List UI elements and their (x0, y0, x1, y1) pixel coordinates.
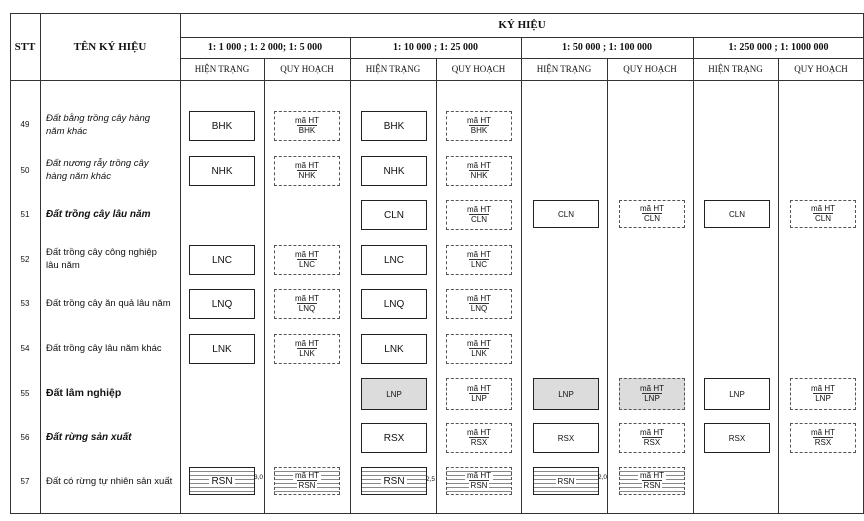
scale-header-2: 1: 10 000 ; 1: 25 000 (393, 42, 478, 53)
frac-top: mã HT (295, 250, 319, 259)
symbol-box-planned (619, 423, 685, 453)
frac-code: LNC (298, 260, 315, 269)
frac-top: mã HT (811, 204, 835, 213)
row-name: Đất lâm nghiệp (46, 386, 122, 399)
stripe-size-label: 3,0 (254, 474, 264, 481)
frac-code: LNP (644, 394, 660, 403)
stripe-size-label: 2,5 (426, 476, 436, 483)
symbol-box: RSX (361, 423, 427, 453)
subheader-quy-hoach: QUY HOẠCH (794, 64, 848, 74)
symbol-box-planned (790, 378, 856, 410)
symbol-box-planned (446, 289, 512, 319)
symbol-box-planned (619, 200, 685, 228)
frac-code: RSN (643, 481, 661, 490)
symbol-box: CLN (361, 200, 427, 230)
row-name: Đất trồng cây ăn quả lâu năm (46, 297, 171, 309)
stripe-size-label: 2,0 (598, 474, 608, 481)
symbol-box: LNC (189, 245, 255, 275)
symbol-box-planned (274, 245, 340, 275)
symbol-box: CLN (704, 200, 770, 228)
subheader-hien-trang: HIỆN TRẠNG (708, 64, 763, 74)
frac-top: mã HT (640, 204, 664, 213)
header-stt: STT (14, 40, 36, 53)
frac-code: LNK (471, 349, 487, 358)
row-name: Đất trồng cây lâu năm khác (46, 342, 162, 354)
frac-code: LNP (815, 394, 831, 403)
symbol-box-planned (274, 289, 340, 319)
symbol-box: LNP (361, 378, 427, 410)
subheader-hien-trang: HIỆN TRẠNG (365, 64, 421, 74)
symbol-box-planned (274, 156, 340, 186)
row-name: Đất bằng trồng cây hàng năm khác (46, 113, 151, 137)
frac-top: mã HT (295, 294, 319, 303)
symbol-box-planned (619, 467, 685, 495)
symbol-box: NHK (361, 156, 427, 186)
frac-code: RSN (470, 481, 488, 490)
subheader-hien-trang: HIỆN TRẠNG (536, 64, 592, 74)
subheader-quy-hoach: QUY HOẠCH (623, 64, 677, 74)
symbol-box: LNK (189, 334, 255, 364)
frac-code: LNK (299, 349, 315, 358)
frac-code: CLN (470, 215, 487, 224)
symbol-box-planned (274, 111, 340, 141)
symbol-box-planned (446, 200, 512, 230)
symbol-box-planned (274, 334, 340, 364)
symbol-code: RSN (211, 475, 233, 487)
row-name: Đất có rừng tự nhiên sản xuất (46, 475, 173, 487)
symbol-box-planned (619, 378, 685, 410)
frac-code: RSX (470, 438, 488, 447)
row-stt: 51 (20, 209, 30, 219)
frac-top: mã HT (811, 384, 835, 393)
frac-code: CLN (814, 214, 831, 223)
frac-code: NHK (298, 171, 316, 180)
frac-top: mã HT (467, 339, 491, 348)
frac-top: mã HT (467, 205, 491, 214)
scale-header-3: 1: 50 000 ; 1: 100 000 (562, 42, 652, 53)
row-stt: 49 (20, 119, 30, 129)
symbol-box: RSX (704, 423, 770, 453)
symbol-box: LNQ (189, 289, 255, 319)
row-name: Đất trồng cây lâu năm (46, 208, 151, 220)
subheader-quy-hoach: QUY HOẠCH (451, 64, 506, 74)
row-name: Đất trồng cây công nghiệp lâu năm (46, 247, 157, 271)
row-stt: 56 (20, 432, 30, 442)
frac-code: LNP (471, 394, 487, 403)
frac-code: RSX (643, 438, 661, 447)
symbol-box: BHK (189, 111, 255, 141)
row-stt: 57 (20, 476, 30, 486)
symbol-box: RSX (533, 423, 599, 453)
row-stt: 54 (20, 343, 30, 353)
symbol-box: LNP (704, 378, 770, 410)
header-ky-hieu: KÝ HIỆU (498, 19, 546, 31)
scale-header-1: 1: 1 000 ; 1: 2 000; 1: 5 000 (207, 42, 323, 53)
symbol-box-striped (361, 467, 427, 495)
frac-top: mã HT (295, 471, 319, 480)
symbol-box: NHK (189, 156, 255, 186)
symbol-box-planned (446, 245, 512, 275)
row-stt: 53 (20, 298, 30, 308)
symbol-box-planned (790, 423, 856, 453)
row-name: Đất nương rẫy trồng cây hàng năm khác (46, 158, 149, 182)
frac-code: LNQ (298, 304, 316, 313)
symbol-box: CLN (533, 200, 599, 228)
frac-code: LNQ (470, 304, 488, 313)
frac-top: mã HT (295, 161, 319, 170)
frac-top: mã HT (640, 471, 664, 480)
row-stt: 52 (20, 254, 30, 264)
symbol-box-planned (790, 200, 856, 228)
frac-top: mã HT (467, 384, 491, 393)
frac-top: mã HT (467, 161, 491, 170)
frac-top: mã HT (295, 116, 319, 125)
symbol-code: RSN (557, 476, 575, 486)
frac-top: mã HT (467, 428, 491, 437)
symbol-box-striped (533, 467, 599, 495)
frac-code: BHK (470, 126, 488, 135)
symbol-code: RSN (383, 475, 405, 487)
scale-header-4: 1: 250 000 ; 1: 1000 000 (728, 42, 829, 53)
frac-code: BHK (298, 126, 316, 135)
row-stt: 50 (20, 165, 30, 175)
frac-code: LNC (470, 260, 487, 269)
symbol-box-planned (446, 156, 512, 186)
frac-top: mã HT (467, 471, 491, 480)
symbol-box-planned (446, 467, 512, 495)
symbol-box-planned (446, 334, 512, 364)
symbol-box: LNQ (361, 289, 427, 319)
frac-top: mã HT (467, 294, 491, 303)
frac-code: CLN (643, 214, 660, 223)
frac-code: RSX (814, 438, 832, 447)
frac-code: RSN (298, 481, 316, 490)
symbol-box-planned (446, 111, 512, 141)
symbol-box-striped (189, 467, 255, 495)
symbol-box-planned (446, 378, 512, 410)
symbol-box: BHK (361, 111, 427, 141)
frac-top: mã HT (467, 250, 491, 259)
symbol-box: LNP (533, 378, 599, 410)
subheader-quy-hoach: QUY HOẠCH (280, 64, 334, 74)
frac-top: mã HT (811, 428, 835, 437)
row-name: Đất rừng sản xuất (46, 431, 132, 443)
subheader-hien-trang: HIỆN TRẠNG (194, 64, 250, 74)
symbol-box: LNC (361, 245, 427, 275)
frac-code: NHK (470, 171, 488, 180)
frac-top: mã HT (640, 428, 664, 437)
frac-top: mã HT (640, 384, 664, 393)
header-ten-ky-hieu: TÊN KÝ HIỆU (73, 40, 147, 53)
symbol-box-planned (446, 423, 512, 453)
symbol-box: LNK (361, 334, 427, 364)
frac-top: mã HT (467, 116, 491, 125)
symbol-box-planned (274, 467, 340, 495)
row-stt: 55 (20, 388, 30, 398)
frac-top: mã HT (295, 339, 319, 348)
